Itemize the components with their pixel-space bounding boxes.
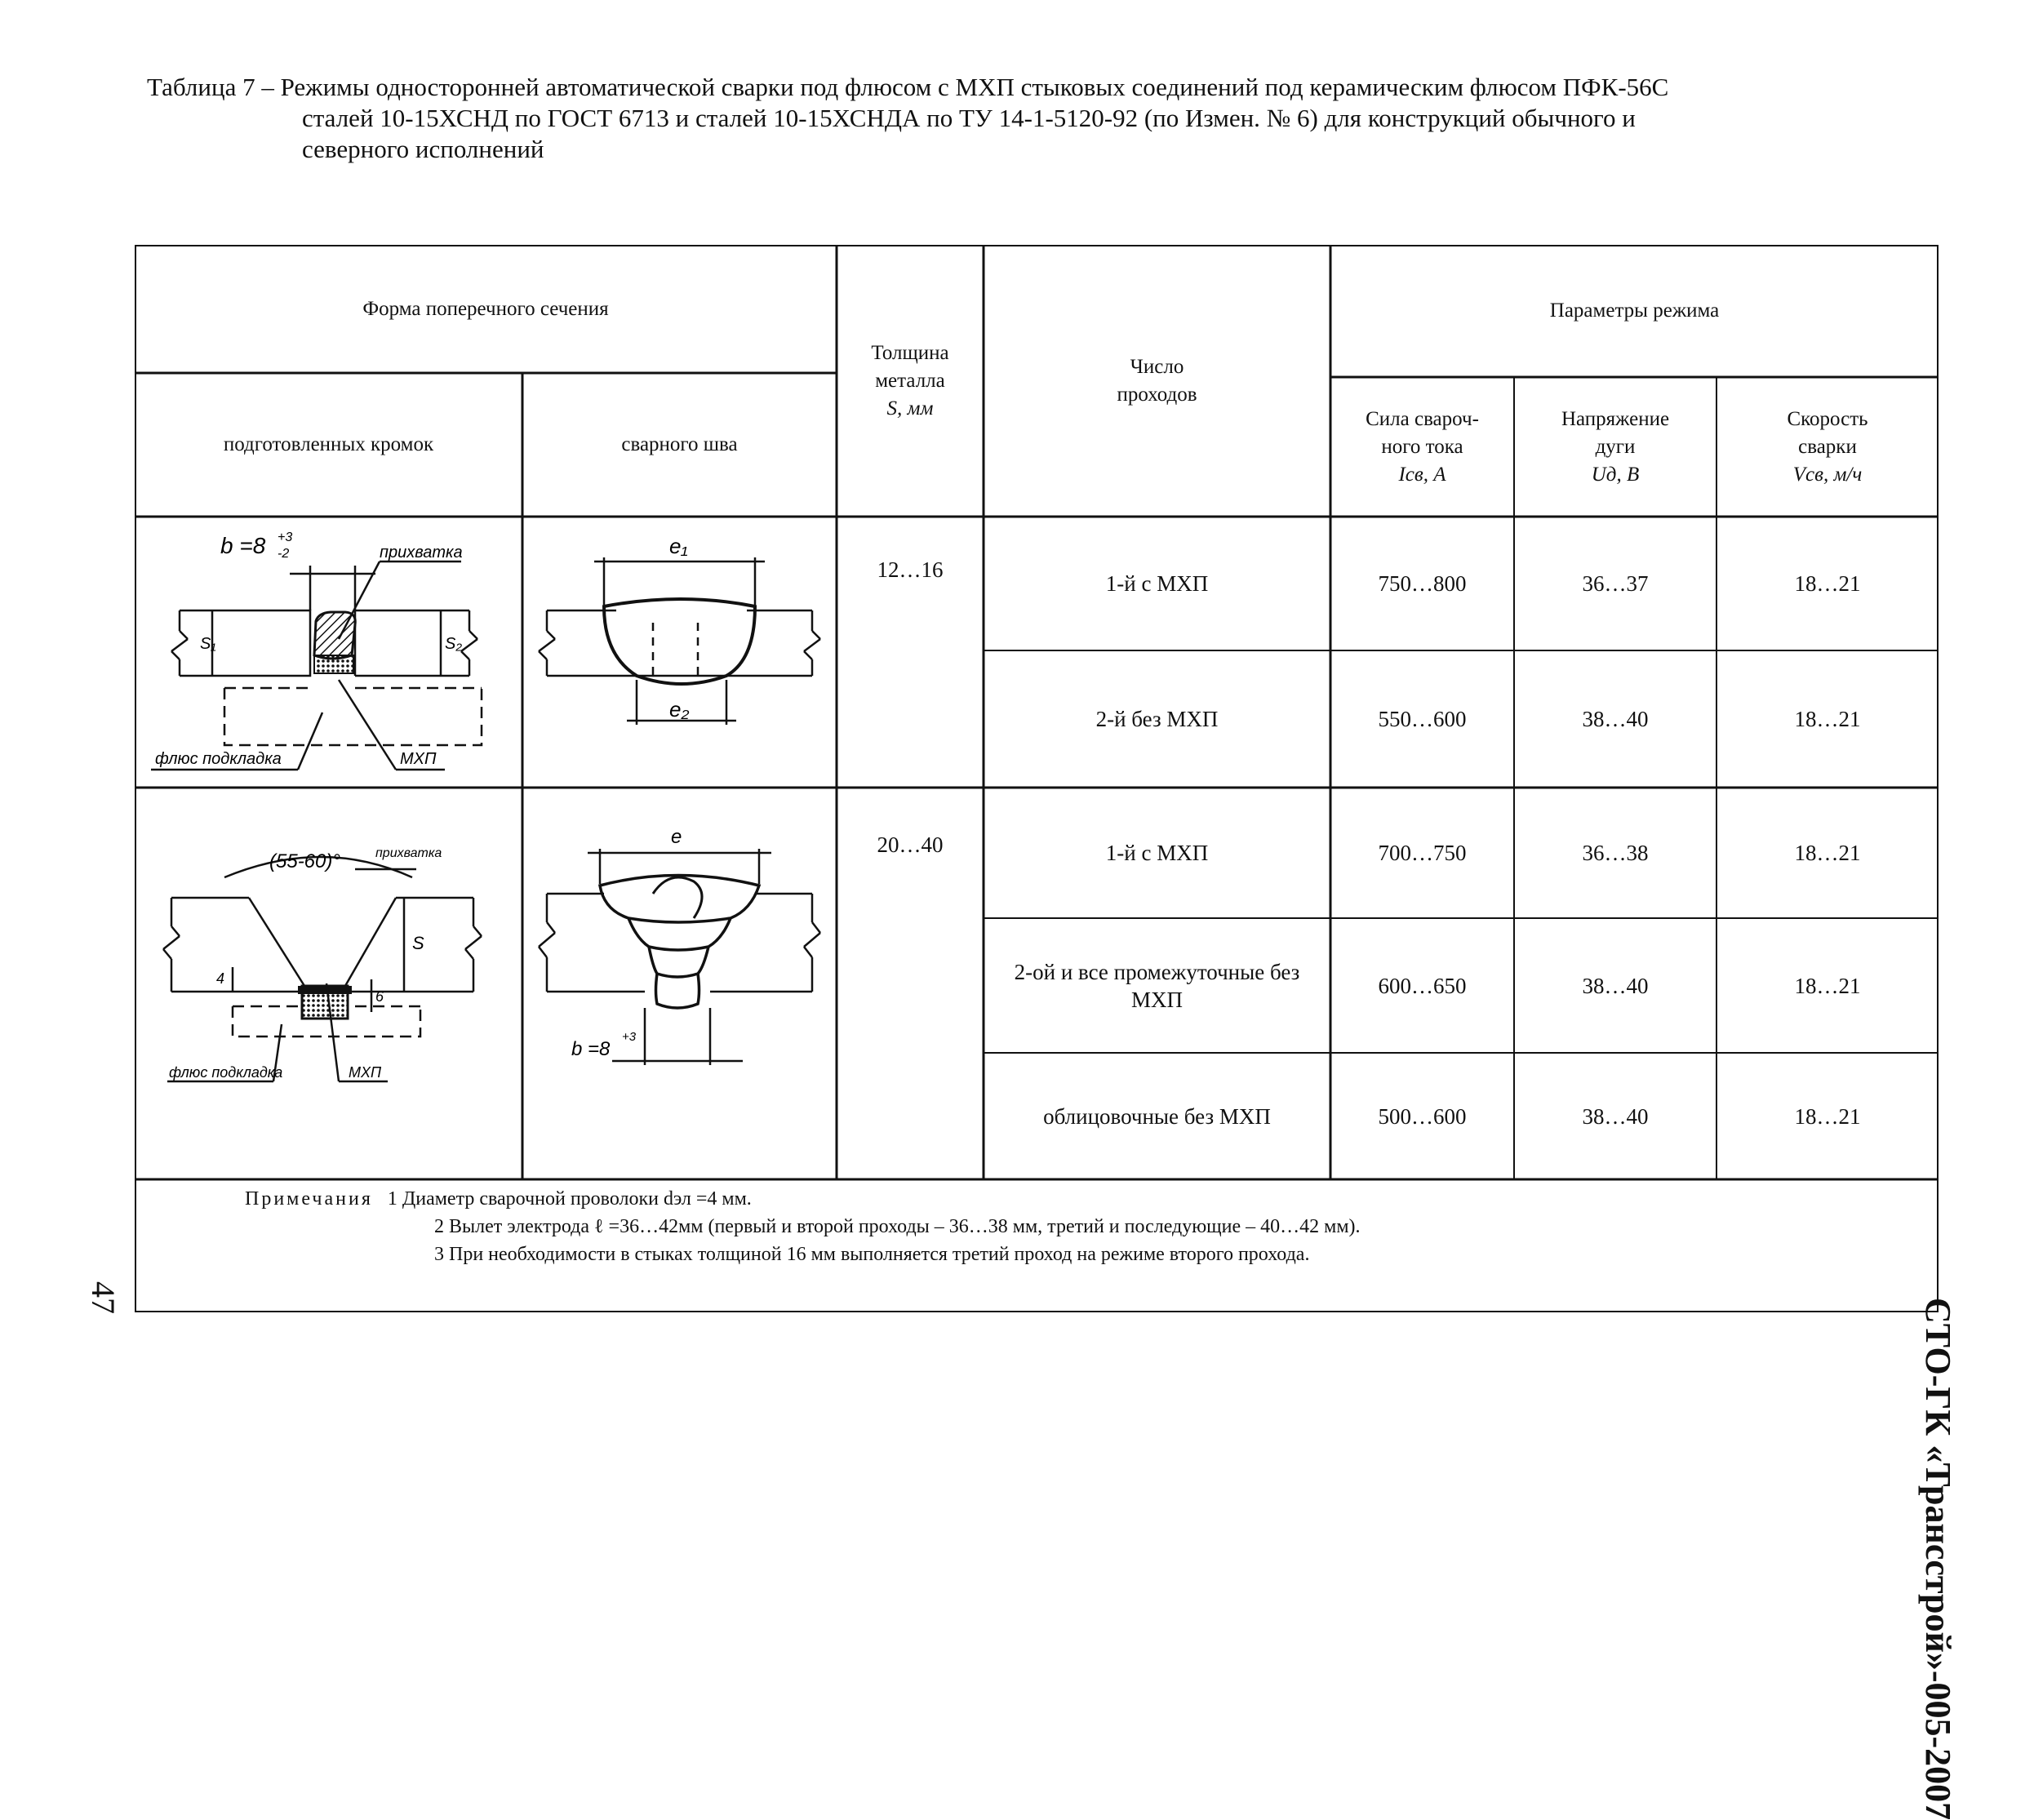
welding-modes-table: [135, 245, 1939, 1312]
row-5-voltage: 38…40: [1582, 1103, 1649, 1129]
sketch-label-tack: прихватка: [380, 544, 463, 562]
header-voltage-l3: Uд, В: [1591, 463, 1640, 486]
document-code: СТО-ГК «Трансстрой»-005-2007: [1918, 1298, 1958, 1820]
sketch-weld-seam-20-40: [522, 788, 837, 1179]
sketch-prepared-edges-12-16: [135, 517, 522, 788]
row-5-pass: облицовочные без МХП: [1043, 1103, 1271, 1129]
sketch-label-gap: b =8: [220, 533, 266, 558]
row-1-current: 750…800: [1378, 571, 1467, 596]
table-notes: [245, 1185, 1796, 1268]
sketch-label-gap-2-tol: +3: [622, 1030, 637, 1044]
header-voltage-l1: Напряжение: [1561, 407, 1670, 430]
caption-line-2: сталей 10-15ХСНД по ГОСТ 6713 и сталей 10-15ХСНДА по ТУ 14-1-5120-92 (по Измен. № 6) для конструкций обычного и: [302, 104, 1636, 132]
header-thickness-l2: металла: [875, 369, 945, 392]
row-3-speed: 18…21: [1794, 841, 1861, 865]
header-current-l3: Iсв, А: [1398, 463, 1446, 486]
caption-line-1: Таблица 7 – Режимы односторонней автоматической сварки под флюсом с МХП стыковых соединений под керамическим флюсом ПФК-56С: [147, 73, 1669, 101]
sketch-label-four: 4: [216, 970, 225, 987]
sketch-label-angle: (55-60)°: [269, 850, 340, 872]
row-3-voltage: 36…38: [1582, 841, 1649, 865]
notes-label: Примечания: [245, 1188, 373, 1210]
sketch-label-backing-2: флюс подкладка: [169, 1064, 283, 1081]
header-speed-l1: Скорость: [1787, 407, 1868, 430]
sketch-label-gap-tol: +3: [278, 530, 293, 544]
header-prepared-edges: подготовленных кромок: [223, 433, 434, 455]
header-voltage-l2: дуги: [1595, 435, 1636, 458]
sketch-label-tack-2: прихватка: [375, 846, 442, 860]
caption-line-3: северного исполнений: [302, 135, 544, 163]
sketch-label-mhp: МХП: [400, 750, 437, 768]
header-voltage: [1514, 377, 1716, 517]
header-form: Форма поперечного сечения: [362, 297, 609, 320]
sketch-label-six: 6: [375, 988, 384, 1005]
row-3-pass: 1-й с МХП: [1105, 841, 1209, 865]
header-passes: [984, 245, 1330, 517]
row-1-pass: 1-й с МХП: [1105, 571, 1209, 596]
row-2-pass: 2-й без МХП: [1095, 707, 1219, 731]
header-params: Параметры режима: [1549, 300, 1720, 322]
header-speed-l3: Vсв, м/ч: [1792, 463, 1863, 486]
row-4-current: 600…650: [1378, 973, 1467, 998]
row-4-voltage: 38…40: [1582, 973, 1649, 998]
sketch-label-e: e: [671, 826, 682, 848]
row-5-current: 500…600: [1378, 1103, 1467, 1129]
note-1: [245, 1185, 1796, 1213]
sketch-label-e2: e₂: [669, 697, 690, 721]
sketch-label-mhp-2: МХП: [349, 1064, 382, 1081]
header-passes-l1: Число: [1130, 355, 1184, 378]
note-3: 3 При необходимости в стыках толщиной 16 мм выполняется третий проход на режиме второго прохода.: [434, 1244, 1310, 1265]
header-current-l1: Сила свароч-: [1366, 407, 1479, 430]
page-number: 47: [85, 1281, 122, 1314]
header-thickness: [837, 245, 984, 517]
sketch-label-s1: S₁: [200, 635, 216, 653]
note-1-text: 1 Диаметр сварочной проволоки dэл =4 мм.: [387, 1188, 752, 1210]
sketch-label-s: S: [412, 933, 424, 953]
sketch-label-e1: e₁: [669, 534, 688, 558]
row-2-voltage: 38…40: [1582, 707, 1649, 731]
sketch-label-gap-2: b =8: [571, 1038, 611, 1060]
row-4-pass: 2-ой и все промежуточные без МХП: [1014, 959, 1300, 1012]
header-thickness-l1: Толщина: [871, 341, 949, 364]
table-caption: [147, 72, 1910, 165]
row-1-thickness: 12…16: [877, 557, 944, 582]
note-2: 2 Вылет электрода ℓ =36…42мм (первый и второй проходы – 36…38 мм, третий и последующие – 40…42 мм).: [434, 1216, 1361, 1237]
row-4-speed: 18…21: [1794, 973, 1861, 998]
header-speed: [1716, 377, 1939, 517]
header-speed-l2: сварки: [1798, 435, 1857, 458]
row-1-speed: 18…21: [1794, 571, 1861, 596]
header-passes-l2: проходов: [1117, 383, 1197, 406]
sketch-weld-seam-12-16: [522, 517, 837, 788]
row-5-speed: 18…21: [1794, 1103, 1861, 1129]
header-thickness-l3: S, мм: [886, 397, 934, 419]
row-2-current: 550…600: [1378, 707, 1467, 731]
row-1-voltage: 36…37: [1582, 571, 1649, 596]
row-3-current: 700…750: [1378, 841, 1467, 865]
header-current: [1330, 377, 1514, 517]
header-weld-seam: сварного шва: [621, 433, 738, 455]
row-2-speed: 18…21: [1794, 707, 1861, 731]
header-current-l2: ного тока: [1381, 435, 1463, 458]
sketch-prepared-edges-20-40: [135, 788, 522, 1179]
sketch-label-s2: S₂: [445, 635, 462, 653]
sketch-label-gap-sub: -2: [278, 547, 290, 561]
sketch-label-backing: флюс подкладка: [155, 750, 282, 768]
row-3-thickness: 20…40: [877, 832, 944, 857]
